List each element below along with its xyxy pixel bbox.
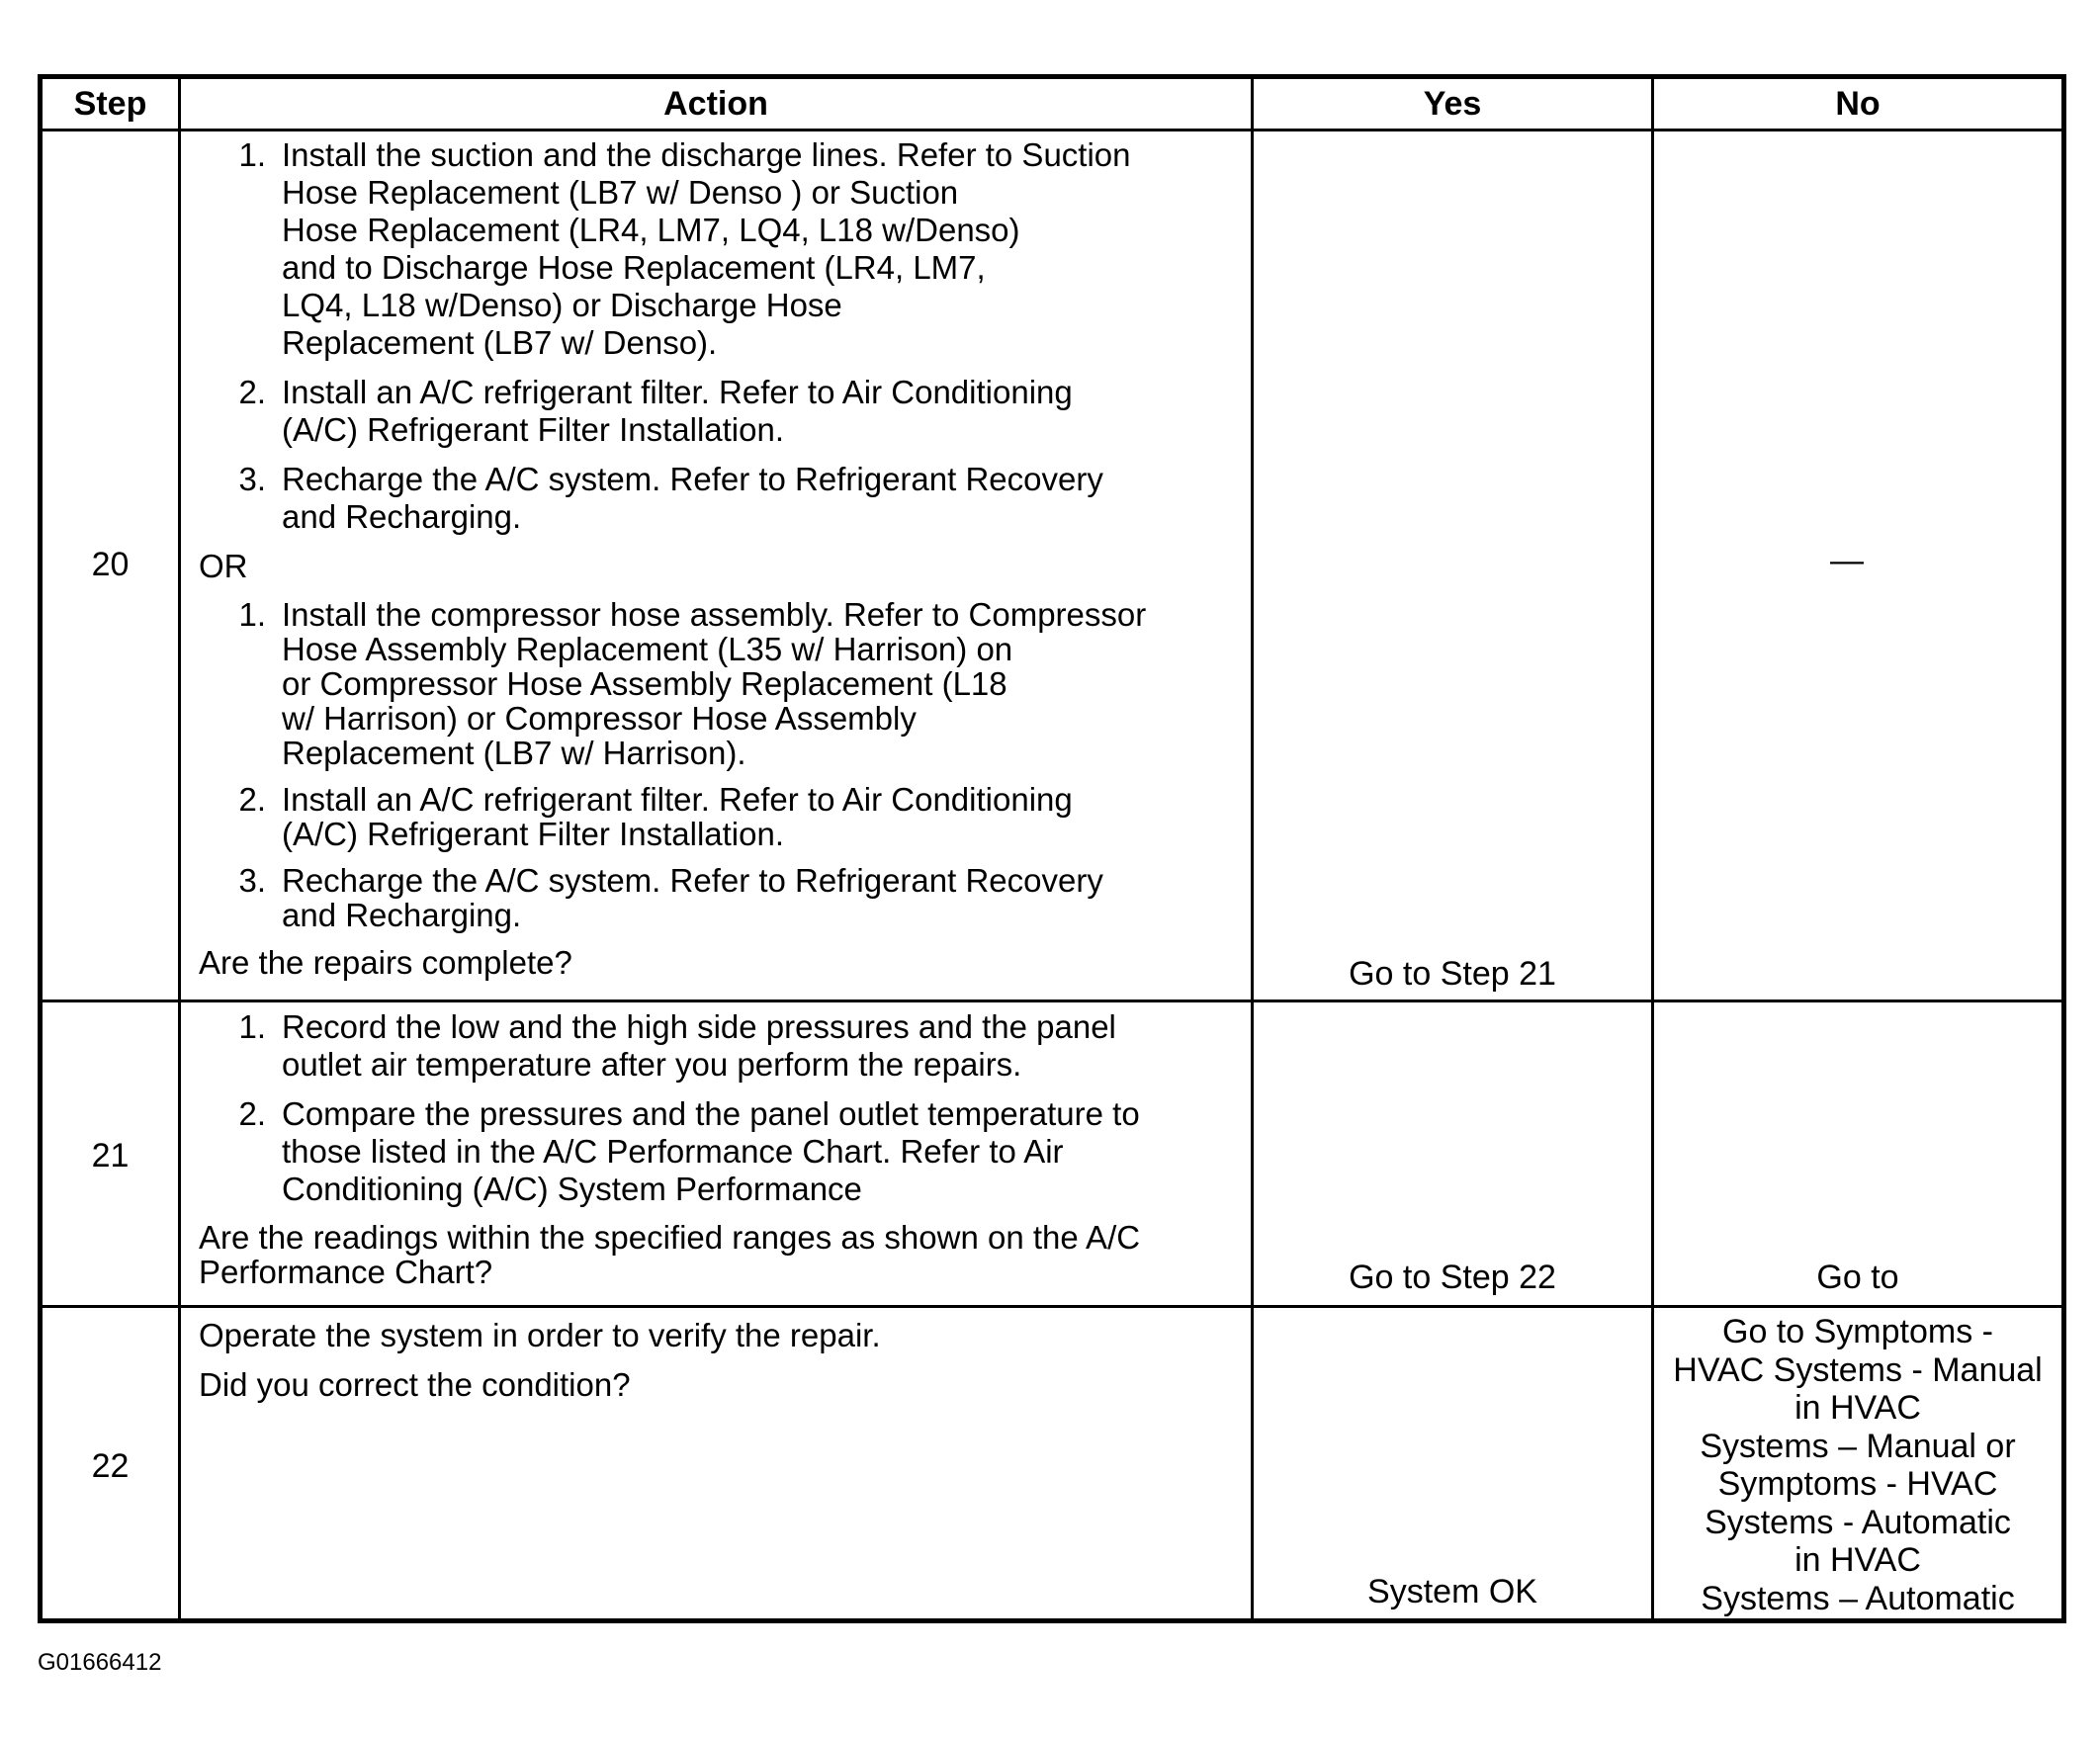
step-20-action	[199, 136, 1247, 982]
step-22-action	[199, 1317, 1247, 1404]
list-number: 1.	[238, 1008, 266, 1045]
header-action: Action	[663, 84, 768, 123]
step-21-yes: Go to Step 22	[1349, 1259, 1556, 1296]
step-21-action	[199, 1008, 1247, 1289]
step-number-22: 22	[91, 1447, 130, 1485]
list-number: 3.	[238, 461, 266, 497]
list-text: Install an A/C refrigerant filter. Refer to Air Conditioning (A/C) Refrigerant Filter Installation.	[282, 374, 1073, 448]
header-no: No	[1835, 84, 1881, 123]
step-22-no: Go to Symptoms - HVAC Systems - Manual in HVAC Systems – Manual or Symptoms - HVAC Systems - Automatic in HVAC Systems – Automatic	[1673, 1313, 2043, 1617]
list-item	[199, 461, 1247, 536]
list-number: 1.	[238, 596, 266, 633]
step-21-question: Are the readings within the specified ranges as shown on the A/C Performance Chart?	[199, 1219, 1141, 1290]
list-item	[199, 1095, 1247, 1208]
list-item	[199, 782, 1247, 851]
list-number: 3.	[238, 862, 266, 899]
or-label: OR	[199, 548, 248, 584]
list-item	[199, 597, 1247, 770]
list-text: Install an A/C refrigerant filter. Refer to Air Conditioning (A/C) Refrigerant Filter Installation.	[282, 781, 1073, 852]
step-22-question: Did you correct the condition?	[199, 1366, 631, 1403]
list-number: 2.	[238, 374, 266, 410]
list-item	[199, 374, 1247, 449]
list-text: Install the compressor hose assembly. Refer to Compressor Hose Assembly Replacement (L35 w/ Harrison) on or Compressor Hose Assembly Replacement (L18 w/ Harrison) or Compressor Hose Assembly Replacement (LB7 w/ Harrison).	[282, 596, 1147, 771]
diagnostic-table	[38, 74, 2066, 1623]
list-item	[199, 136, 1247, 362]
step-20-yes: Go to Step 21	[1349, 955, 1556, 993]
list-item	[199, 863, 1247, 932]
step-22-instruction: Operate the system in order to verify the repair.	[199, 1317, 881, 1353]
list-text: Recharge the A/C system. Refer to Refrigerant Recovery and Recharging.	[282, 461, 1103, 535]
row-divider	[43, 1305, 2061, 1308]
list-item	[199, 1008, 1247, 1084]
figure-id: G01666412	[38, 1649, 162, 1676]
step-number-20: 20	[91, 546, 130, 583]
column-divider	[178, 79, 181, 1618]
header-yes: Yes	[1423, 84, 1482, 123]
list-number: 1.	[238, 136, 266, 173]
step-22-yes: System OK	[1367, 1573, 1537, 1610]
list-number: 2.	[238, 781, 266, 818]
header-step: Step	[73, 84, 147, 123]
list-text: Install the suction and the discharge lines. Refer to Suction Hose Replacement (LB7 w/ Denso ) or Suction Hose Replacement (LR4, LM7, LQ4, L18 w/Denso) and to Discharge Hose Replacement (LR4, LM7, LQ4, L18 w/Denso) or Discharge Hose Replacement (LB7 w/ Denso).	[282, 136, 1131, 361]
step-number-21: 21	[91, 1137, 130, 1174]
list-number: 2.	[238, 1095, 266, 1132]
step-21-no: Go to	[1816, 1259, 1899, 1296]
list-text: Compare the pressures and the panel outlet temperature to those listed in the A/C Performance Chart. Refer to Air Conditioning (A/C) System Performance	[282, 1095, 1140, 1207]
step-20-question: Are the repairs complete?	[199, 944, 572, 981]
list-text: Record the low and the high side pressures and the panel outlet air temperature after you perform the repairs.	[282, 1008, 1116, 1083]
row-divider	[43, 129, 2061, 131]
list-text: Recharge the A/C system. Refer to Refrigerant Recovery and Recharging.	[282, 862, 1103, 933]
step-20-no: —	[1830, 542, 1864, 579]
